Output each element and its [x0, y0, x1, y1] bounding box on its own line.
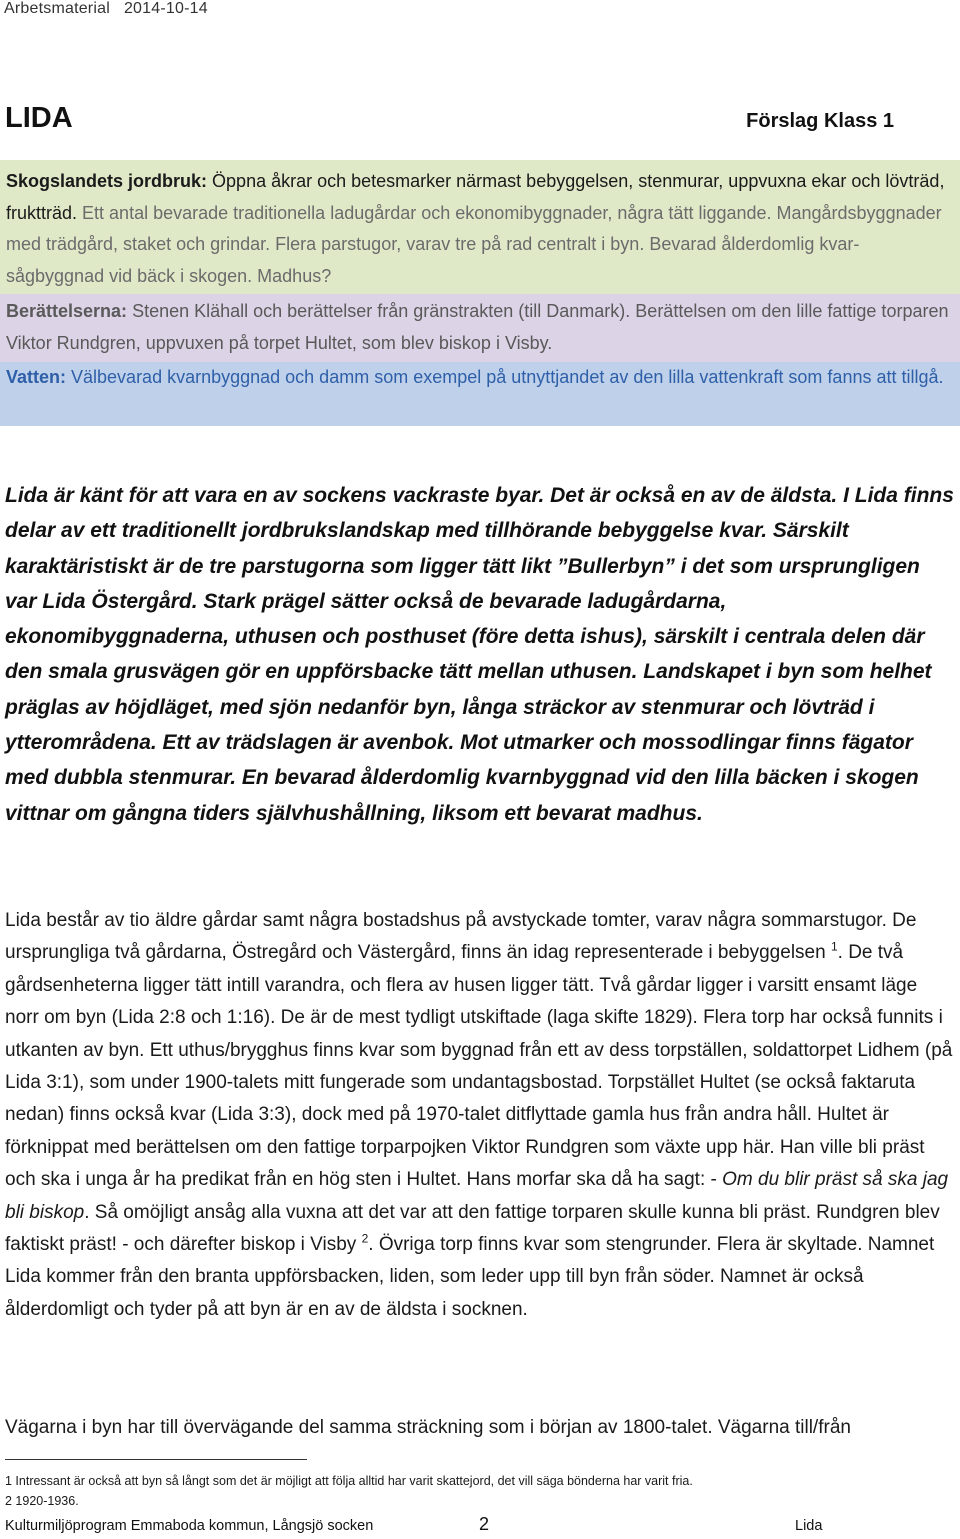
footnote-ref-2: 2: [361, 1231, 369, 1246]
header-date: 2014-10-14: [123, 0, 208, 17]
body-text-a: Lida består av tio äldre gårdar samt några bostadshus på avstyckade tomter, varav några sommarstugor. De ursprungliga två gårdarna, Östregård och Västergård, finns än idag representerade i bebyggelsen: [5, 910, 917, 964]
page-title: LIDA: [5, 102, 73, 134]
footer-name: Lida: [795, 1518, 823, 1534]
page-footer: [5, 1514, 824, 1535]
agriculture-label: Skogslandets jordbruk:: [6, 171, 208, 191]
body-paragraph: [5, 905, 955, 1326]
footnote-1: 1 Intressant är också att byn så långt som det är möjligt att följa alltid har varit skattejord, det vill säga bönderna har varit fria.: [5, 1474, 693, 1488]
roads-paragraph: Vägarna i byn har till övervägande del samma sträckning som i början av 1800-talet. Vägarna till/från: [5, 1417, 851, 1438]
water-text: Välbevarad kvarnbyggnad och damm som exempel på utnyttjandet av den lilla vattenkraft som fanns att tillgå.: [66, 367, 944, 387]
body-text-b: . De två gårdsenheterna ligger tätt intill varandra, och flera av husen ligger tätt. Två gårdar ligger i varsitt ensamt läge norr om byn (Lida 2:8 och 1:16). De är de mest tydligt utskiftade (laga skifte 1829). Flera torp har också funnits i utkanten av byn. Ett uthus/brygghus finns kvar som byggnad från ett av dess torpställen, soldattorpet Lidhem (på Lida 3:1), som under 1900-talets mitt fungerade som undantagsbostad. Torpstället Hultet (se också faktaruta nedan) finns också kvar (Lida 3:3), dock med på 1970-talet ditflyttade gamla hus från andra håll. Hultet är förknippat med berättelsen om den fattige torparpojken Viktor Rundgren som växte upp här. Han ville bli präst och ska i unga år ha predikat från en hög sten i Hultet. Hans morfar ska då ha sagt: -: [5, 942, 953, 1191]
water-label: Vatten:: [6, 367, 67, 387]
classification-label: Förslag Klass 1: [746, 110, 894, 132]
intro-paragraph: Lida är känt för att vara en av sockens vackraste byar. Det är också en av de äldsta. I Lida finns delar av ett traditionellt jordbrukslandskap med tillhörande bebyggelse kvar. Särskilt karaktäristiskt är de tre parstugorna som ligger tätt likt ”Bullerbyn” i det som ursprungligen var Lida Östergård. Stark prägel sätter också de bevarade ladugårdarna, ekonomibyggnaderna, uthusen och posthuset (före detta ishus), särskilt i centrala delen där den smala grusvägen gör en uppförsbacke tätt mellan uthusen. Landskapet i byn som helhet präglas av höjdläget, med sjön nedanför byn, långa sträckor av stenmurar och lövträd i ytterområdena. Ett av trädslagen är avenbok. Mot utmarker och mossodlingar finns fägator med dubbla stenmurar. En bevarad ålderdomlig kvarnbyggnad vid den lilla bäcken i skogen vittnar om gångna tiders självhushållning, liksom ett bevarat madhus.: [5, 484, 954, 825]
quote-text: Om du blir präst så ska jag bli biskop: [5, 1169, 949, 1223]
footer-program: Kulturmiljöprogram Emmaboda kommun, Långsjö socken: [5, 1518, 374, 1534]
body-text-d: . Övriga torp finns kvar som stengrunder. Flera är skyltade. Namnet Lida kommer från den branta uppförsbacken, liden, som leder upp till byn från söder. Namnet är också ålderdomligt och tyder på att byn är en av de äldsta i socknen.: [5, 1234, 935, 1320]
footnote-ref-1: 1: [830, 940, 838, 955]
agriculture-text-3: Bevarad ålderdomlig kvar-sågbyggnad vid bäck i skogen. Madhus?: [6, 234, 860, 286]
page-header: [4, 0, 222, 18]
header-label: Arbetsmaterial: [4, 0, 110, 17]
agriculture-text-2: Ett antal bevarade traditionella ladugårdar och ekonomibyggnader, några tätt liggande. Mangårdsbyggnader med trädgård, staket och grindar. Flera parstugor, varav tre på rad centralt i byn.: [6, 202, 942, 254]
body-text-c: . Så omöjligt ansåg alla vuxna att det var att den fattige torparen skulle kunna bli präst. Rundgren blev faktiskt präst! - och därefter biskop i Visby: [5, 1201, 940, 1256]
stories-text: Stenen Klähall och berättelser från gränstrakten (till Danmark). Berättelsen om den lille fattige torparen Viktor Rundgren, uppvuxen på torpet Hultet, som blev biskop i Visby.: [6, 301, 949, 353]
stories-label: Berättelserna:: [6, 301, 128, 321]
stories-band: [0, 294, 960, 362]
footnote-divider: [5, 1459, 307, 1460]
footnote-2: 2 1920-1936.: [5, 1494, 79, 1508]
water-band: [0, 362, 960, 426]
page-number: 2: [479, 1514, 490, 1534]
title-row: [5, 102, 894, 135]
agriculture-band: [0, 160, 960, 294]
agriculture-text-1: Öppna åkrar och betesmarker närmast bebyggelsen, stenmurar, uppvuxna ekar och lövträd, fruktträd.: [6, 171, 945, 223]
